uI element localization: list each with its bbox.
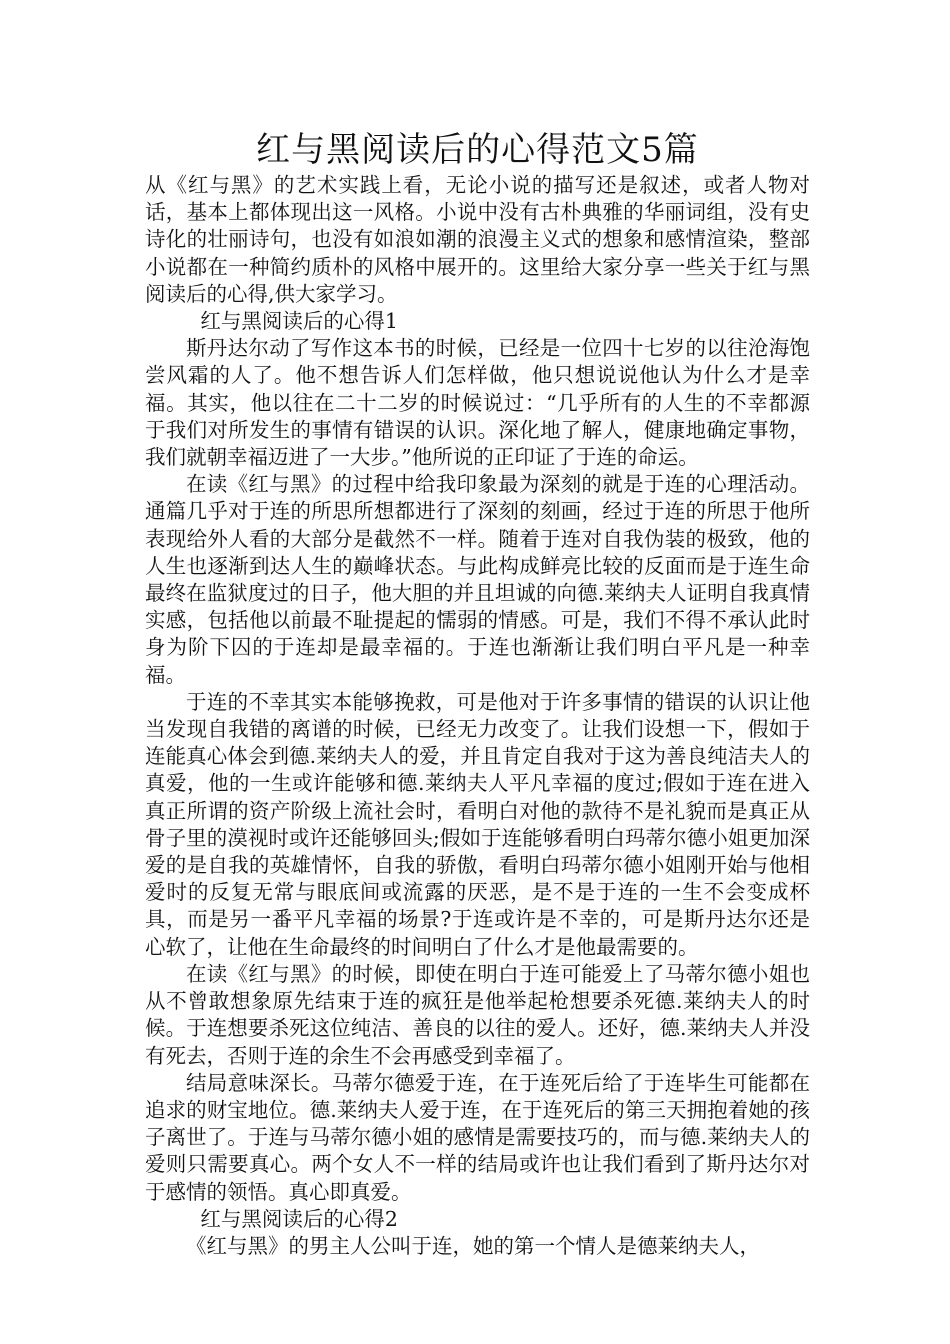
document-page xyxy=(145,128,810,1260)
body-paragraph: 在读《红与黑》的过程中给我印象最为深刻的就是于连的心理活动。通篇几乎对于连的所思所想都进行了深刻的刻画，经过于连的所思于他所表现给外人看的大部分是截然不一样。随着于连对自我伪装的极致，他的人生也逐渐到达人生的巅峰状态。与此构成鲜亮比较的反面而是于连生命最终在监狱度过的日子，他大胆的并且坦诚的向德.莱纳夫人证明自我真情实感，包括他以前最不耻提起的懦弱的情感。可是，我们不得不承认此时身为阶下囚的于连却是最幸福的。于连也渐渐让我们明白平凡是一种幸福。 xyxy=(145,472,810,687)
body-paragraph: 结局意味深长。马蒂尔德爱于连，在于连死后给了于连毕生可能都在追求的财宝地位。德.莱纳夫人爱于连，在于连死后的第三天拥抱着她的孩子离世了。于连与马蒂尔德小姐的感情是需要技巧的，而与德.莱纳夫人的爱则只需要真心。两个女人不一样的结局或许也让我们看到了斯丹达尔对于感情的领悟。真心即真爱。 xyxy=(145,1070,810,1204)
body-paragraph: 《红与黑》的男主人公叫于连，她的第一个情人是德莱纳夫人， xyxy=(186,1233,760,1258)
section-heading-1: 红与黑阅读后的心得1 xyxy=(200,309,398,334)
document-title: 红与黑阅读后的心得范文5篇 xyxy=(256,130,699,170)
body-paragraph: 斯丹达尔动了写作这本书的时候，已经是一位四十七岁的以往沧海饱尝风霜的人了。他不想告诉人们怎样做，他只想说说他认为什么才是幸福。其实，他以往在二十二岁的时候说过：“几乎所有的人生的不幸都源于我们对所发生的事情有错误的认识。深化地了解人，健康地确定事物，我们就朝幸福迈进了一大步。”他所说的正印证了于连的命运。 xyxy=(145,336,810,470)
section-heading-2: 红与黑阅读后的心得2 xyxy=(200,1206,398,1231)
body-paragraph: 于连的不幸其实本能够挽救，可是他对于许多事情的错误的认识让他当发现自我错的离谱的时候，已经无力改变了。让我们设想一下，假如于连能真心体会到德.莱纳夫人的爱，并且肯定自我对于这为善良纯洁夫人的真爱，他的一生或许能够和德.莱纳夫人平凡幸福的度过;假如于连在进入真正所谓的资产阶级上流社会时，看明白对他的款待不是礼貌而是真正从骨子里的漠视时或许还能够回头;假如于连能够看明白玛蒂尔德小姐更加深爱的是自我的英雄情怀，自我的骄傲，看明白玛蒂尔德小姐刚开始与他相爱时的反复无常与眼底间或流露的厌恶，是不是于连的一生不会变成杯具，而是另一番平凡幸福的场景?于连或许是不幸的，可是斯丹达尔还是心软了，让他在生命最终的时间明白了什么才是他最需要的。 xyxy=(145,689,810,959)
intro-paragraph: 从《红与黑》的艺术实践上看，无论小说的描写还是叙述，或者人物对话，基本上都体现出这一风格。小说中没有古朴典雅的华丽词组，没有史诗化的壮丽诗句，也没有如浪如潮的浪漫主义式的想象和感情渲染，整部小说都在一种简约质朴的风格中展开的。这里给大家分享一些关于红与黑阅读后的心得,供大家学习。 xyxy=(145,173,810,306)
body-paragraph: 在读《红与黑》的时候，即使在明白于连可能爱上了马蒂尔德小姐也从不曾敢想象原先结束于连的疯狂是他举起枪想要杀死德.莱纳夫人的时候。于连想要杀死这位纯洁、善良的以往的爱人。还好，德.莱纳夫人并没有死去，否则于连的余生不会再感受到幸福了。 xyxy=(145,961,810,1068)
